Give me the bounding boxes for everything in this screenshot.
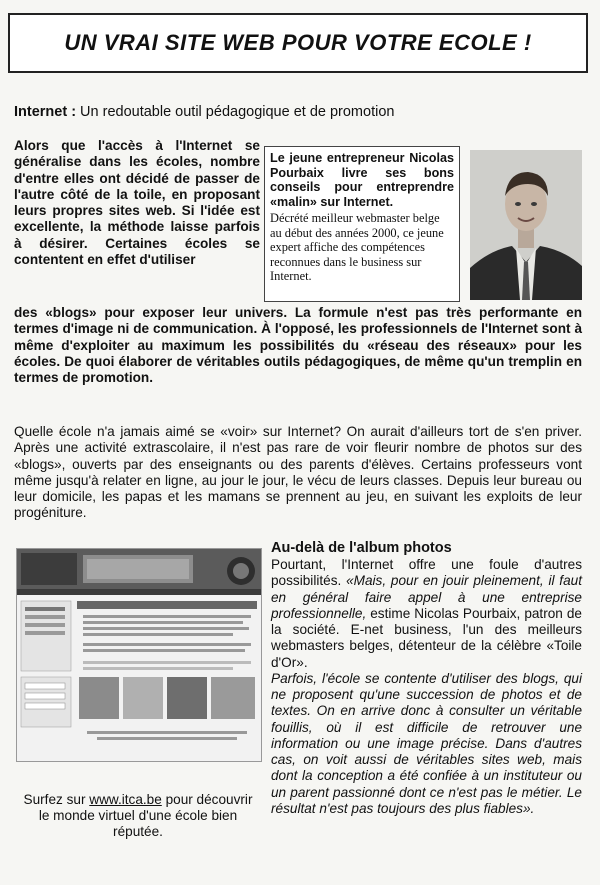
author-box-body: Décrété meilleur webmaster belge au début des années 2000, ce jeune expert affiche des compétences reconnues dans le business sur Internet. bbox=[270, 211, 444, 283]
caption-link[interactable]: www.itca.be bbox=[89, 792, 162, 807]
caption-after: pour découvrir le monde virtuel d'une école bien réputée. bbox=[38, 792, 253, 839]
subheading bbox=[14, 104, 394, 120]
intro-paragraph-full: des «blogs» pour exposer leur univers. La formule n'est pas très performante en termes d'image ni de communication. À l'opposé, les professionnels de l'Internet sont à même d'exploiter au maximum les possibilités du «réseau des réseaux» pour les écoles. De quoi élaborer de véritables outils pédagogiques, de même qu'un tremplin en termes de promotion. bbox=[14, 305, 582, 386]
section-heading: Au-delà de l'album photos bbox=[271, 540, 452, 556]
website-screenshot-image bbox=[16, 548, 262, 762]
title-box bbox=[8, 13, 588, 73]
right-column bbox=[271, 540, 582, 817]
intro-paragraph-left: Alors que l'accès à l'Internet se généralise dans les écoles, nombre d'entre elles ont décidé de passer de l'autre côté de la toile, en proposant leurs propres sites web. Si l'idée est excellente, la méthode laisse parfois à désirer. Certaines écoles se contentent en effet d'utiliser bbox=[14, 138, 260, 268]
body-paragraph: Quelle école n'a jamais aimé se «voir» sur Internet? On aurait d'ailleurs tort de s'en priver. Après une activité extrascolaire, il n'est pas rare de voir fleurir nombre de photos sur des «blogs», ouverts par des enseignants ou des parents d'élèves. Certains professeurs vont même jusqu'à relater en ligne, au jour le jour, le vécu de leurs classes. Depuis leur bureau ou leur domicile, les papas et les mamans se prennent au jeu, en suivant les exploits de leur progéniture. bbox=[14, 424, 582, 521]
section-paragraph-1 bbox=[271, 557, 582, 671]
author-box bbox=[264, 146, 460, 302]
author-box-lead: Le jeune entrepreneur Nicolas Pourbaix livre ses bons conseils pour entreprendre «malin» sur Internet. bbox=[270, 151, 454, 209]
image-caption bbox=[20, 792, 256, 840]
p1-italic: «Mais, pour en jouir pleinement, il faut en général faire appel à une entreprise professionnelle, bbox=[271, 573, 582, 621]
p1-normal-2: estime Nicolas Pourbaix, patron de la société. E-net business, l'un des meilleurs webmasters belges, détenteur de la célèbre «Toile d'Or». bbox=[271, 605, 582, 670]
section-paragraph-2 bbox=[271, 671, 582, 817]
p2-italic: Parfois, l'école se contente d'utiliser des blogs, qui ne proposent qu'une succession de photos et de textes. On en arrive donc à consulter un véritable fouillis, où il est difficile de retrouver une information ou une image précise. Dans d'autres cas, on voit aussi de véritables sites web, mais dont la conception a été confiée à un instituteur ou un parent passionné dont ce n'est pas le métier. Le résultat n'est pas toujours des plus fiables». bbox=[271, 670, 582, 816]
subheading-label: Internet : bbox=[14, 104, 77, 120]
caption-before: Surfez sur bbox=[23, 792, 90, 807]
page-title: UN VRAI SITE WEB POUR VOTRE ECOLE ! bbox=[64, 30, 532, 55]
p1-normal: Pourtant, l'Internet offre une foule d'autres possibilités. bbox=[271, 557, 582, 589]
author-portrait bbox=[470, 150, 582, 300]
subheading-text: Un redoutable outil pédagogique et de promotion bbox=[76, 104, 395, 120]
